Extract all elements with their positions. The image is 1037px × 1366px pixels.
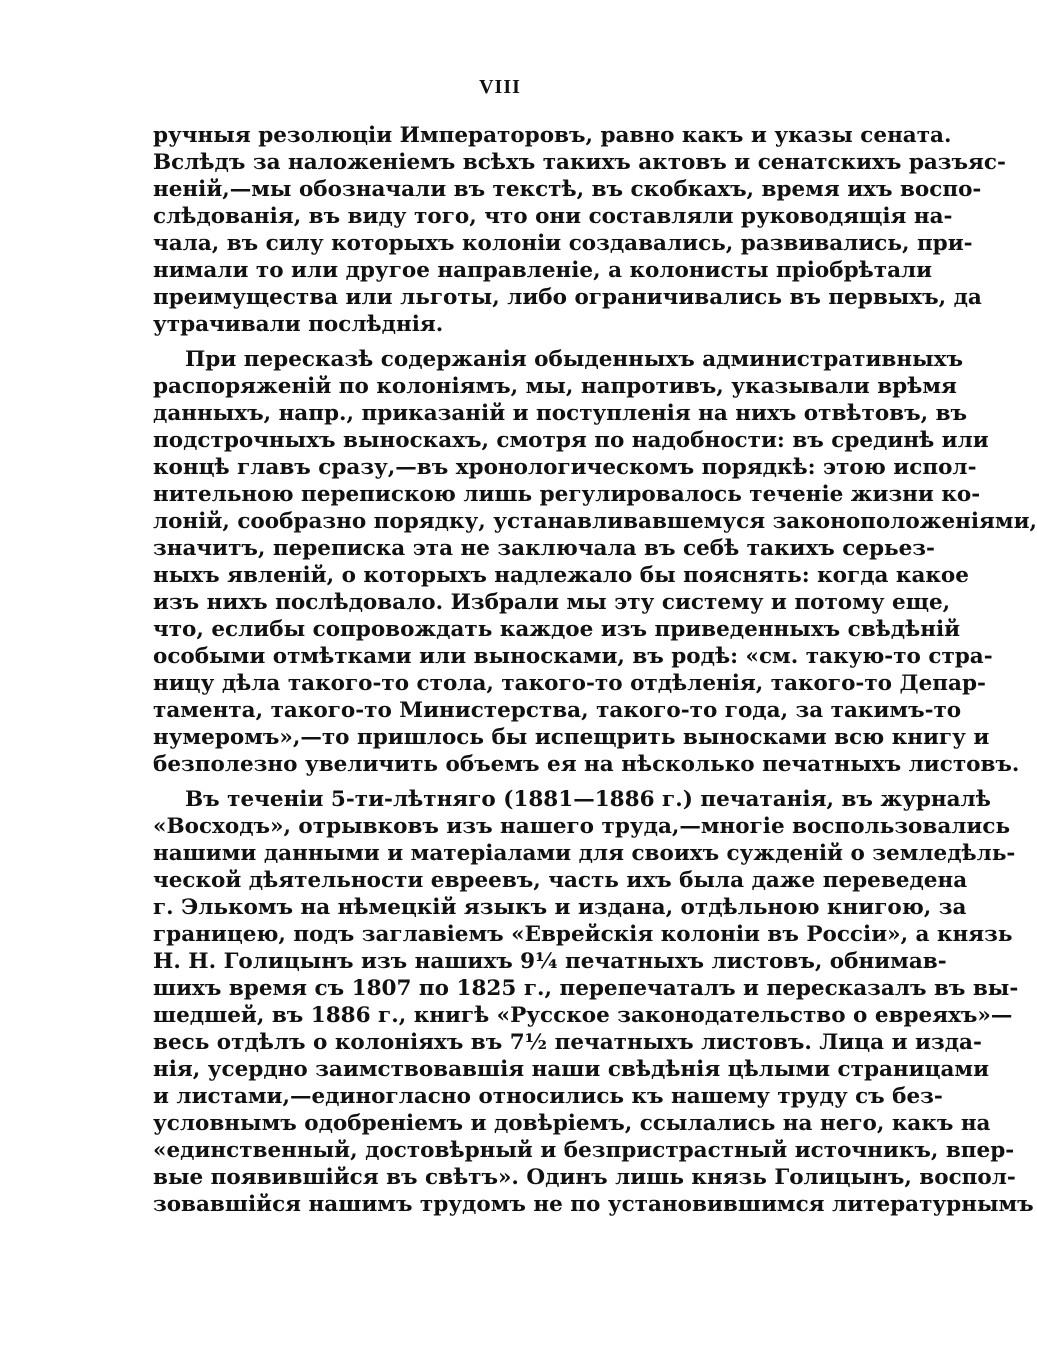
text-line: нительною перепискою лишь регулировалось теченіе жизни ко- bbox=[153, 482, 981, 507]
text-line: и листами,—единогласно относились къ нашему труду съ без- bbox=[153, 1084, 943, 1109]
text-line: Н. Н. Голицынъ изъ нашихъ 9¼ печатныхъ листовъ, обнимав- bbox=[153, 949, 947, 974]
body-text bbox=[153, 122, 1037, 1218]
text-line: чала, въ силу которыхъ колоніи создавались, развивались, при- bbox=[153, 231, 973, 256]
paragraph-2 bbox=[153, 346, 1037, 778]
text-line: шедшей, въ 1886 г., книгѣ «Русское законодательство о евреяхъ»— bbox=[153, 1003, 1013, 1028]
text-line: ручныя резолюціи Императоровъ, равно какъ и указы сената. bbox=[153, 123, 952, 148]
text-line: концѣ главъ сразу,—въ хронологическомъ порядкѣ: этою испол- bbox=[153, 455, 977, 480]
text-line: ныхъ явленій, о которыхъ надлежало бы пояснять: когда какое bbox=[153, 563, 969, 588]
text-line: Въ теченіи 5-ти-лѣтняго (1881—1886 г.) печатанія, въ журналѣ bbox=[185, 787, 991, 812]
text-line: утрачивали послѣднія. bbox=[153, 312, 444, 337]
text-line: значитъ, переписка эта не заключала въ себѣ такихъ серьез- bbox=[153, 536, 935, 561]
text-line: особыми отмѣтками или выносками, въ родѣ: «см. такую-то стра- bbox=[153, 644, 993, 669]
text-line: «Восходъ», отрывковъ изъ нашего труда,—многіе воспользовались bbox=[153, 814, 1011, 839]
text-line: При пересказѣ содержанія обыденныхъ административныхъ bbox=[185, 347, 963, 372]
text-line: зовавшійся нашимъ трудомъ не по установившимся литературнымъ bbox=[153, 1192, 1034, 1217]
text-line: преимущества или льготы, либо ограничивались въ первыхъ, да bbox=[153, 285, 982, 310]
text-line: нія, усердно заимствовавшія наши свѣдѣнія цѣлыми страницами bbox=[153, 1057, 990, 1082]
text-line: подстрочныхъ выноскахъ, смотря по надобности: въ срединѣ или bbox=[153, 428, 989, 453]
page-number: VIII bbox=[479, 76, 521, 98]
text-line: ческой дѣятельности евреевъ, часть ихъ была даже переведена bbox=[153, 868, 968, 893]
text-line: данныхъ, напр., приказаній и поступленія на нихъ отвѣтовъ, въ bbox=[153, 401, 967, 426]
text-line: ницу дѣла такого-то стола, такого-то отдѣленія, такого-то Депар- bbox=[153, 671, 986, 696]
text-line: вые появившійся въ свѣтъ». Одинъ лишь князь Голицынъ, воспол- bbox=[153, 1165, 1016, 1190]
text-line: Вслѣдъ за наложеніемъ всѣхъ такихъ актовъ и сенатскихъ разъяс- bbox=[153, 150, 1006, 175]
text-line: нашими данными и матеріалами для своихъ сужденій о земледѣль- bbox=[153, 841, 1016, 866]
text-line: что, еслибы сопровождать каждое изъ приведенныхъ свѣдѣній bbox=[153, 617, 961, 642]
text-line: неній,—мы обозначали въ текстѣ, въ скобкахъ, время ихъ воспо- bbox=[153, 177, 982, 202]
text-line: весь отдѣлъ о колоніяхъ въ 7½ печатныхъ листовъ. Лица и изда- bbox=[153, 1030, 982, 1055]
paragraph-1 bbox=[153, 122, 1006, 338]
text-line: границею, подъ заглавіемъ «Еврейскія колоніи въ Россіи», а князь bbox=[153, 922, 1013, 947]
text-line: нумеромъ»,—то пришлось бы испещрить выносками всю книгу и bbox=[153, 725, 990, 750]
text-line: изъ нихъ послѣдовало. Избрали мы эту систему и потому еще, bbox=[153, 590, 951, 615]
text-line: условнымъ одобреніемъ и довѣріемъ, ссылались на него, какъ на bbox=[153, 1111, 991, 1136]
text-line: «единственный, достовѣрный и безпристрастный источникъ, впер- bbox=[153, 1138, 1015, 1163]
text-line: г. Элькомъ на нѣмецкій языкъ и издана, отдѣльною книгою, за bbox=[153, 895, 967, 920]
text-line: шихъ время съ 1807 по 1825 г., перепечаталъ и пересказалъ въ вы- bbox=[153, 976, 1019, 1001]
text-line: распоряженій по колоніямъ, мы, напротивъ, указывали врѣмя bbox=[153, 374, 957, 399]
text-line: безполезно увеличить объемъ ея на нѣсколько печатныхъ листовъ. bbox=[153, 752, 1020, 777]
paragraph-3 bbox=[153, 786, 1034, 1218]
text-line: слѣдованія, въ виду того, что они составляли руководящія на- bbox=[153, 204, 953, 229]
text-line: тамента, такого-то Министерства, такого-то года, за такимъ-то bbox=[153, 698, 962, 723]
text-line: лоній, сообразно порядку, устанавливавшемуся законоположеніями, bbox=[153, 509, 1037, 534]
text-line: нимали то или другое направленіе, а колонисты пріобрѣтали bbox=[153, 258, 933, 283]
